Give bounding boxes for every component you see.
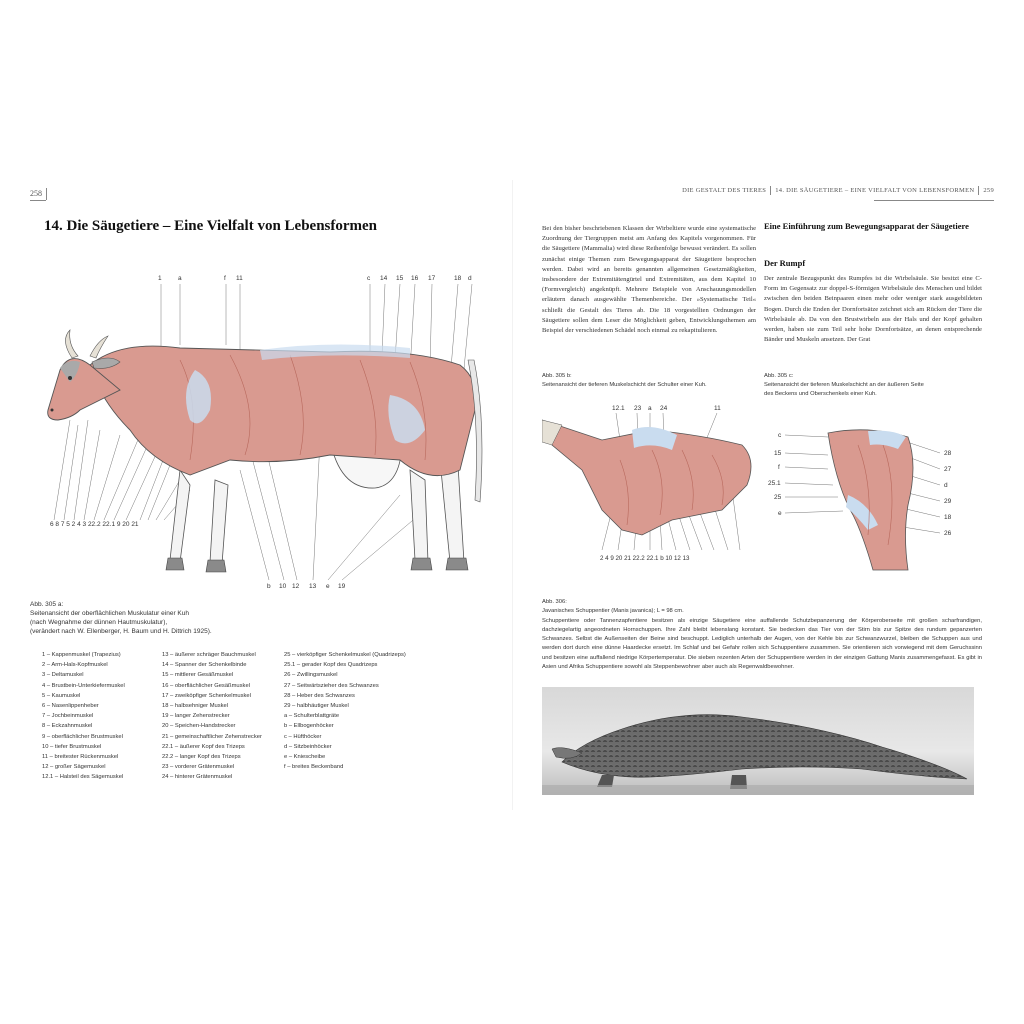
figure-label: a	[178, 275, 182, 282]
right-page	[528, 180, 994, 810]
legend-column	[162, 650, 284, 783]
legend-item: 14 – Spanner der Schenkelbinde	[162, 662, 247, 669]
legend-item: a – Schulterblattgräte	[284, 713, 340, 720]
caption-line: (verändert nach W. Ellenberger, H. Baum und H. Dittrich 1925).	[30, 628, 212, 635]
caption-line: Seitenansicht der oberflächlichen Muskulatur einer Kuh	[30, 610, 189, 617]
figure-label: 16	[411, 275, 419, 282]
figure-caption	[542, 372, 752, 390]
figure-label: c	[367, 275, 371, 282]
legend-item: 28 – Heber des Schwanzes	[284, 692, 355, 699]
caption-line: Abb. 305 a:	[30, 601, 64, 608]
legend-item: 19 – langer Zehenstrecker	[162, 713, 230, 720]
figure-label: 18	[454, 275, 462, 282]
pangolin-photo	[542, 687, 974, 795]
figure-caption	[764, 372, 984, 399]
figure-caption	[30, 600, 310, 636]
running-head-chapter: 14. DIE SÄUGETIERE – EINE VIELFALT VON LEBENSFORMEN	[775, 186, 975, 194]
figure-label: 19	[338, 583, 346, 590]
figure-label: 25.1	[768, 480, 781, 487]
left-page	[30, 180, 500, 810]
figure-label: e	[326, 583, 330, 590]
sub-heading: Der Rumpf	[764, 258, 806, 268]
figure-label: e	[778, 510, 782, 517]
legend-item: 15 – mittlerer Gesäßmuskel	[162, 672, 234, 679]
caption-line: Abb. 305 b:	[542, 373, 572, 379]
body-text: Der zentrale Bezugspunkt des Rumpfes ist die Wirbelsäule. Sie besitzt eine C-Form im Gegensatz zur doppel-S-förmigen Wirbelsäule des Menschen und bildet zwischen den beiden Beinpaaren einen mehr oder weniger stark ausgebildeten Bogen. Durch die Enden der Dornfortsätze zeichnet sich am Rücken der Tiere die Wirbelsäule ab. Da von den Brustwirbeln aus der Hals und der Kopf gehalten werden, haben sie zum Teil sehr hohe Dornfortsätze, an denen entsprechende Bänder und Muskeln ansetzen. Der Grat	[764, 275, 982, 344]
figure-label: 17	[428, 275, 436, 282]
figure-label: 10	[279, 583, 287, 590]
right-labels	[944, 450, 952, 537]
caption-title: Abb. 306:	[542, 599, 567, 605]
running-head-section: DIE GESTALT DES TIERES	[682, 186, 767, 194]
legend-item: b – Ellbogenhöcker	[284, 723, 334, 730]
figure-label: d	[468, 275, 472, 282]
caption-species: Javanisches Schuppentier (Manis javanica); L = 98 cm.	[542, 608, 684, 615]
figure-label: 15	[396, 275, 404, 282]
left-labels	[768, 432, 782, 517]
body-text: Bei den bisher beschriebenen Klassen der Wirbeltiere wurde eine systematische Zuordnung der Tiergruppen meist am Anfang des Kapitels vorgenommen. Für die Säugetiere (Mammalia) wird diese Reihenfolge bewusst verändert. Es sollen zunächst einige Themen zum Bewegungsapparat der Säugetiere besprochen werden. Dabei wird an bereits genannten allgemeinen Gesetzmäßigkeiten, insbesondere der Extremitätengürtel und Extremitäten, aus dem Kapitel 10 (Formvergleich) angeknüpft. Mehrere Beispiele von Anschauungsmodellen erläutern danach ausgewählte Themenbereiche. Der »Systematische Teil« schließt die Gestalt des Tieres ab. Die 18 vorgestellten Ordnungen der Säugetiere sollen dem Leser die Möglichkeit geben, Entwicklungsthemen am Beispiel der verschiedenen Schädel noch einmal zu rekapitulieren.	[542, 225, 756, 335]
caption-line: Seitenansicht der tieferen Muskelschicht an der äußeren Seite	[764, 382, 924, 388]
figure-label: 1	[158, 275, 162, 282]
caption-line: Abb. 305 c:	[764, 373, 794, 379]
legend-item: 11 – breitester Rückenmuskel	[42, 754, 119, 761]
shoulder-muscle-illustration	[542, 400, 762, 580]
caption-text: Schuppentiere oder Tannenzapfentiere besitzen als einzige Säugetiere eine auffallende Schutzbepanzerung der Körperoberseite mit großen scharfrandigen, dachziegelartig angeordneten Hornschuppen. Ihre Zahl bleibt lebenslang konstant. Sie bedecken das Tier von der Stirn bis zur Spitze des rundum gepanzerten Schwanzes. Selbst die Außenseiten der Beine sind beschuppt. Lediglich unterhalb der Augen, von der Kehle bis zur Schwanzwurzel, bleiben die Schuppen aus und werden dort durch eine dünne Haardecke ersetzt. Im Schlaf und bei Gefahr rollen sich Schuppentiere zusammen. Sie orientieren sich vorwiegend mit dem Geruchssinn und besitzen eine auffallend niedrige Körpertemperatur. Die sieben rezenten Arten der Schuppentiere werden in der einzigen Gattung Manis zusammengefasst. Es gibt in Asien und Afrika Schuppentiere sowohl als Steppenbewohner aber auch als Regenwaldbewohner.	[542, 617, 982, 671]
bottom-labels	[267, 583, 346, 590]
cow-muscle-illustration	[30, 270, 500, 600]
cow-body	[48, 330, 482, 572]
legend-item: 16 – oberflächlicher Gesäßmuskel	[162, 682, 250, 689]
chapter-title: 14. Die Säugetiere – Eine Vielfalt von Lebensformen	[44, 218, 378, 234]
figure-label: 23	[634, 405, 642, 412]
figure-label: 15	[774, 450, 782, 457]
header-rule	[874, 200, 994, 201]
legend-item: c – Hüfthöcker	[284, 733, 322, 740]
figure-label: 25	[774, 494, 782, 501]
top-labels	[612, 405, 721, 412]
legend-item: 29 – halbhäutiger Muskel	[284, 703, 349, 710]
figure-label: 29	[944, 498, 952, 505]
page-number: 259	[983, 186, 994, 194]
figure-label: 12.1	[612, 405, 625, 412]
legend-item: f – breites Beckenband	[284, 764, 344, 771]
legend-item: 25 – vierköpfiger Schenkelmuskel (Quadrizeps)	[284, 652, 406, 658]
legend-item: 7 – Jochbeinmuskel	[42, 713, 94, 720]
legend-item: 3 – Deltamuskel	[42, 672, 84, 679]
figure-label: 13	[309, 583, 317, 590]
legend-item: 4 – Brustbein-Unterkiefermuskel	[42, 682, 125, 689]
figure-label: 12	[292, 583, 300, 590]
legend-item: 21 – gemeinschaftlicher Zehenstrecker	[162, 733, 262, 740]
figure-label: b	[267, 583, 271, 590]
caption-line: (nach Wegnahme der dünnen Hautmuskulatur),	[30, 619, 168, 626]
legend-item: 18 – halbsehniger Muskel	[162, 703, 229, 710]
legend-item: d – Sitzbeinhöcker	[284, 743, 332, 750]
legend-column	[284, 650, 434, 772]
legend-item: 26 – Zwillingsmuskel	[284, 672, 338, 679]
gutter	[512, 180, 513, 810]
figure-label: 11	[714, 405, 721, 412]
figure-label: f	[778, 464, 780, 471]
caption-line: des Beckens und Oberschenkels einer Kuh.	[764, 391, 877, 397]
top-labels	[158, 275, 472, 282]
legend-item: 23 – vorderer Grätenmuskel	[162, 764, 235, 771]
figure-label: 27	[944, 466, 952, 473]
header-rule	[46, 188, 47, 200]
legend-item: 5 – Kaumuskel	[42, 692, 81, 699]
section-heading: Eine Einführung zum Bewegungsapparat der Säugetiere	[764, 221, 969, 231]
hip-muscle-illustration	[758, 425, 988, 575]
figure-label-row: 6 8 7 5 2 4 3 22.2 22.1 9 20 21	[50, 521, 139, 528]
figure-label: 11	[236, 275, 243, 282]
figure-label: f	[224, 275, 226, 282]
figure-caption	[542, 598, 982, 672]
legend-item: 2 – Arm-Hals-Kopfmuskel	[42, 662, 108, 669]
legend-item: 13 – äußerer schräger Bauchmuskel	[162, 652, 256, 658]
figure-label: a	[648, 405, 652, 412]
legend-item: 9 – oberflächlicher Brustmuskel	[42, 733, 123, 740]
figure-label: 26	[944, 530, 952, 537]
hip-body	[828, 430, 913, 570]
figure-label: d	[944, 482, 948, 489]
figure-label: 14	[380, 275, 388, 282]
legend-item: e – Kniescheibe	[284, 754, 326, 761]
header-rule	[30, 200, 46, 201]
figure-label: c	[778, 432, 782, 439]
figure-label: 24	[660, 405, 668, 412]
legend-item: 25.1 – gerader Kopf des Quadrizeps	[284, 662, 378, 669]
book-spread	[0, 180, 1024, 810]
legend-item: 17 – zweiköpfiger Schenkelmuskel	[162, 692, 251, 699]
shoulder-body	[542, 420, 751, 535]
caption-line: Seitenansicht der tieferen Muskelschicht der Schulter einer Kuh.	[542, 382, 707, 388]
page-number: 258	[30, 189, 42, 198]
legend-item: 12 – großer Sägemuskel	[42, 764, 106, 771]
legend-item: 10 – tiefer Brustmuskel	[42, 743, 102, 750]
figure-label: 18	[944, 514, 952, 521]
legend-item: 12.1 – Halsteil des Sägemuskel	[42, 774, 124, 781]
figure-label: 28	[944, 450, 952, 457]
figure-label-row: 2 4 9 20 21 22.2 22.1 b 10 12 13	[600, 555, 690, 562]
legend-item: 6 – Nasenlippenheber	[42, 703, 99, 710]
legend-item: 27 – Seitwärtszieher des Schwanzes	[284, 682, 379, 689]
legend-item: 8 – Eckzahnmuskel	[42, 723, 93, 730]
running-head	[682, 186, 994, 195]
legend-item: 1 – Kappenmuskel (Trapezius)	[42, 652, 121, 658]
legend-column	[42, 650, 162, 783]
legend-item: 24 – hinterer Grätenmuskel	[162, 774, 233, 781]
legend-item: 22.2 – langer Kopf des Trizeps	[162, 754, 241, 761]
legend-item: 22.1 – äußerer Kopf des Trizeps	[162, 743, 245, 750]
legend-item: 20 – Speichen-Handstrecker	[162, 723, 236, 730]
